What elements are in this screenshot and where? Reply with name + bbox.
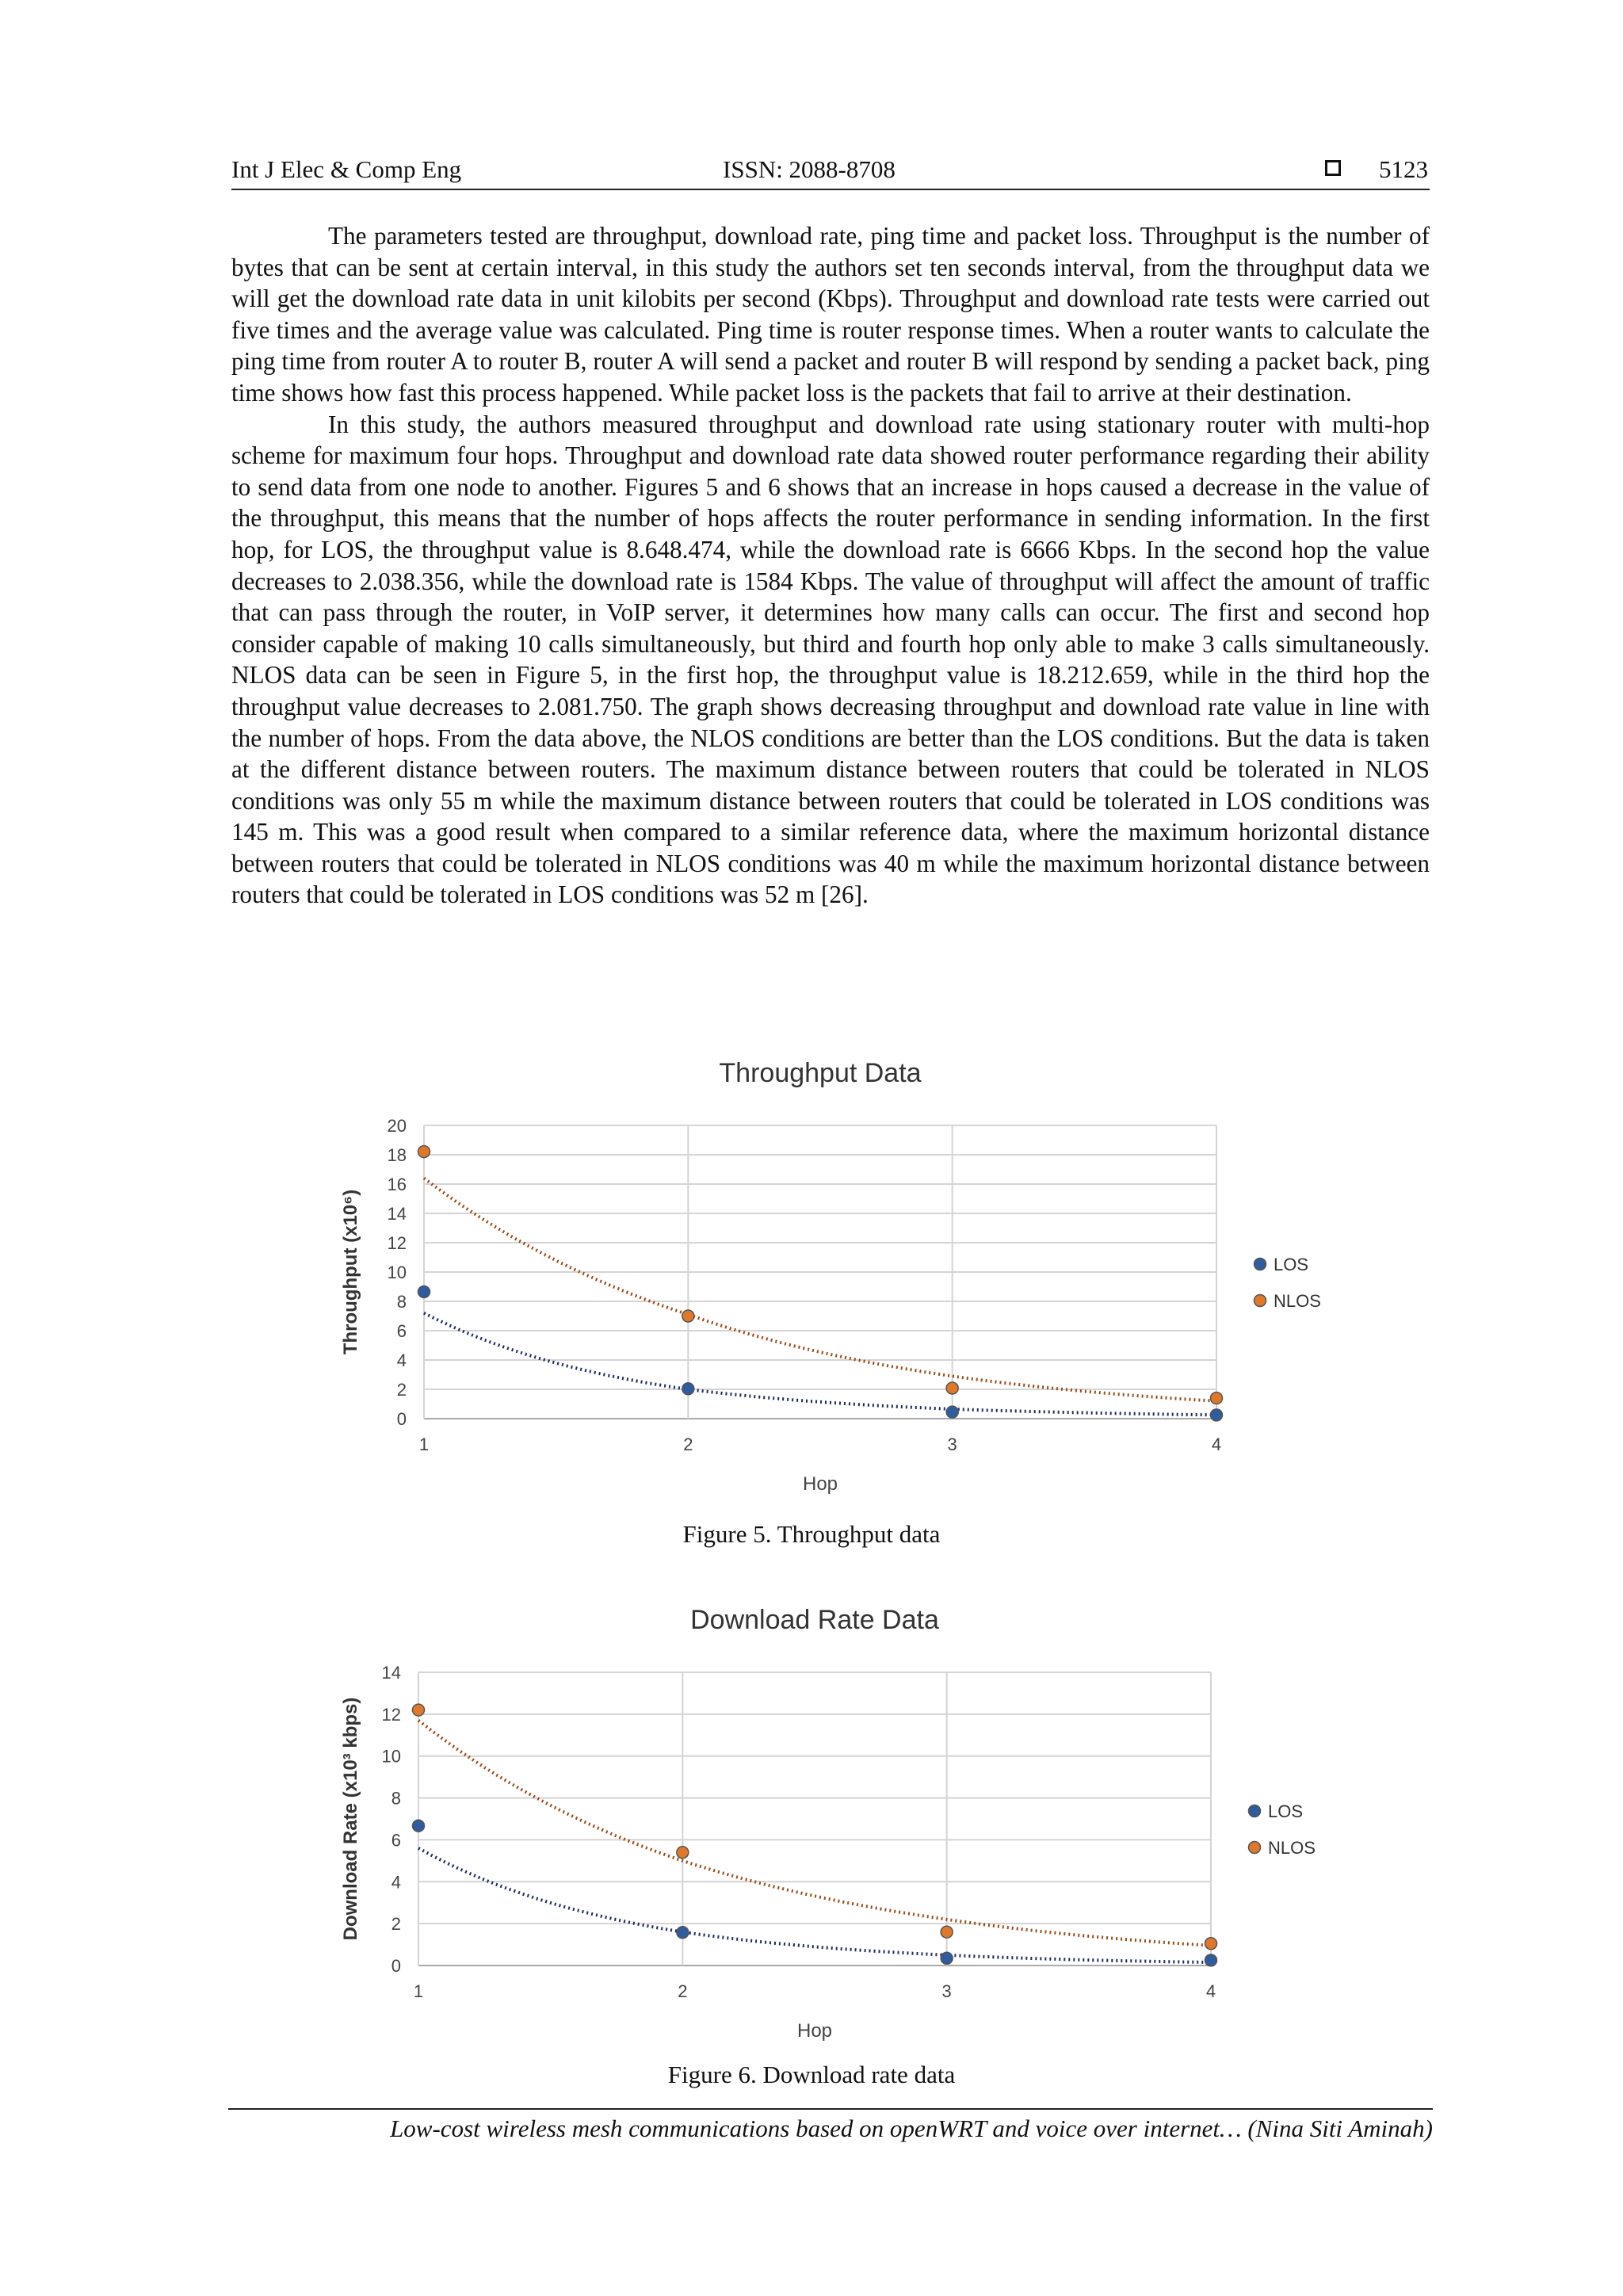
y-tick-label: 6 <box>396 1321 407 1341</box>
y-tick-label: 2 <box>391 1914 401 1935</box>
x-tick-label: 1 <box>413 1981 424 2001</box>
y-tick-label: 6 <box>391 1830 401 1851</box>
y-tick-label: 0 <box>391 1956 401 1976</box>
chart-title: Throughput Data <box>719 1058 922 1088</box>
legend-marker <box>1249 1842 1261 1854</box>
x-tick-label: 3 <box>941 1981 952 2001</box>
data-point-los <box>1211 1409 1223 1421</box>
y-tick-label: 4 <box>396 1350 407 1370</box>
y-tick-label: 8 <box>391 1788 401 1809</box>
figure-5-caption: Figure 5. Throughput data <box>682 1520 941 1548</box>
x-tick-label: 4 <box>1211 1435 1222 1454</box>
x-tick-label: 3 <box>947 1435 957 1454</box>
paragraph-1: The parameters tested are throughput, download rate, ping time and packet loss. Throughput is the number of bytes that can be sent at certain interval, in this study the authors set ten seconds interval, from the throughput data we will get the download rate data in unit kilobits per second (Kbps). Throughput and download rate tests were carried out five times and the average value was calculated. Ping time is router response times. When a router wants to calculate the ping time from router A to router B, router A will send a packet and router B will respond by sending a packet back, ping time shows how fast this process happened. While packet loss is the packets that fail to arrive at their destination. <box>231 222 1430 407</box>
y-tick-label: 10 <box>387 1263 407 1282</box>
running-footer: Low-cost wireless mesh communications based on openWRT and voice over internet… (Nina Siti Aminah) <box>228 2108 1433 2143</box>
x-tick-label: 4 <box>1205 1981 1216 2001</box>
y-tick-label: 16 <box>387 1175 407 1194</box>
y-axis-label: Download Rate (x10³ kbps) <box>340 1697 361 1941</box>
x-axis-label: Hop <box>802 1473 838 1495</box>
trendline-los <box>424 1313 1216 1415</box>
chart-title: Download Rate Data <box>690 1605 939 1635</box>
data-point-los <box>682 1383 694 1395</box>
data-point-nlos <box>941 1926 953 1938</box>
x-tick-label: 1 <box>418 1435 430 1454</box>
trendline-nlos <box>424 1179 1216 1401</box>
x-axis-label: Hop <box>796 2020 833 2042</box>
journal-name: Int J Elec & Comp Eng <box>231 155 462 183</box>
legend-marker <box>1249 1805 1261 1817</box>
y-tick-label: 12 <box>381 1704 401 1725</box>
y-axis-label: Throughput (x10⁶) <box>340 1189 361 1355</box>
download-rate-chart <box>333 1593 1363 2053</box>
data-point-los <box>941 1952 953 1964</box>
y-tick-label: 2 <box>396 1380 407 1400</box>
data-point-nlos <box>418 1146 430 1158</box>
download-rate-chart-svg <box>333 1593 1363 2053</box>
y-tick-label: 4 <box>391 1872 401 1893</box>
data-point-nlos <box>1205 1938 1217 1950</box>
legend-label: LOS <box>1268 1801 1304 1821</box>
trendline-nlos <box>418 1721 1211 1946</box>
data-point-los <box>946 1406 958 1418</box>
data-point-los <box>1205 1954 1217 1966</box>
figure-6-caption: Figure 6. Download rate data <box>667 2061 956 2088</box>
paragraph-2: In this study, the authors measured throughput and download rate using stationary router with multi-hop scheme for maximum four hops. Throughput and download rate data showed router performance regarding their ability to send data from one node to another. Figures 5 and 6 shows that an increase in hops caused a decrease in the value of the throughput, this means that the number of hops affects the router performance in sending information. In the first hop, for LOS, the throughput value is 8.648.474, while the download rate is 6666 Kbps. In the second hop the value decreases to 2.038.356, while the download rate is 1584 Kbps. The value of throughput will affect the amount of traffic that can pass through the router, in VoIP server, it determines how many calls can occur. The first and second hop consider capable of making 10 calls simultaneously, but third and fourth hop only able to make 3 calls simultaneously. NLOS data can be seen in Figure 5, in the first hop, the throughput value is 18.212.659, while in the third hop the throughput value decreases to 2.081.750. The graph shows decreasing throughput and download rate value in line with the number of hops. From the data above, the NLOS conditions are better than the LOS conditions. But the data is taken at the different distance between routers. The maximum distance between routers that could be tolerated in NLOS conditions was only 55 m while the maximum distance between routers that could be tolerated in LOS conditions was 145 m. This was a good result when compared to a similar reference data, where the maximum horizontal distance between routers that could be tolerated in NLOS conditions was 40 m while the maximum horizontal distance between routers that could be tolerated in LOS conditions was 52 m [26]. <box>231 410 1430 909</box>
data-point-nlos <box>413 1704 425 1716</box>
page-number: 5123 <box>1379 155 1428 183</box>
data-point-nlos <box>682 1310 694 1322</box>
data-point-nlos <box>677 1847 689 1859</box>
data-point-los <box>418 1286 430 1297</box>
legend-marker <box>1254 1295 1266 1307</box>
data-point-los <box>677 1927 689 1939</box>
y-tick-label: 14 <box>381 1663 401 1683</box>
trendline-los <box>418 1848 1211 1962</box>
running-header <box>231 155 1430 190</box>
data-point-los <box>413 1820 425 1832</box>
throughput-chart <box>333 1046 1363 1506</box>
y-tick-label: 20 <box>387 1116 407 1136</box>
legend-marker <box>1254 1259 1266 1270</box>
y-tick-label: 18 <box>387 1145 407 1165</box>
y-tick-label: 14 <box>387 1204 407 1224</box>
y-tick-label: 0 <box>396 1409 407 1429</box>
data-point-nlos <box>946 1382 958 1394</box>
y-tick-label: 12 <box>387 1233 407 1253</box>
x-tick-label: 2 <box>683 1435 693 1454</box>
y-tick-label: 8 <box>396 1292 407 1312</box>
legend-label: NLOS <box>1274 1291 1321 1311</box>
legend-label: NLOS <box>1268 1838 1316 1858</box>
square-icon <box>1325 160 1341 176</box>
body-text <box>231 220 1430 911</box>
legend-label: LOS <box>1274 1255 1309 1274</box>
x-tick-label: 2 <box>678 1981 688 2001</box>
data-point-nlos <box>1211 1392 1223 1404</box>
issn: ISSN: 2088-8708 <box>723 155 896 183</box>
y-tick-label: 10 <box>381 1746 401 1767</box>
throughput-chart-svg <box>333 1046 1363 1506</box>
